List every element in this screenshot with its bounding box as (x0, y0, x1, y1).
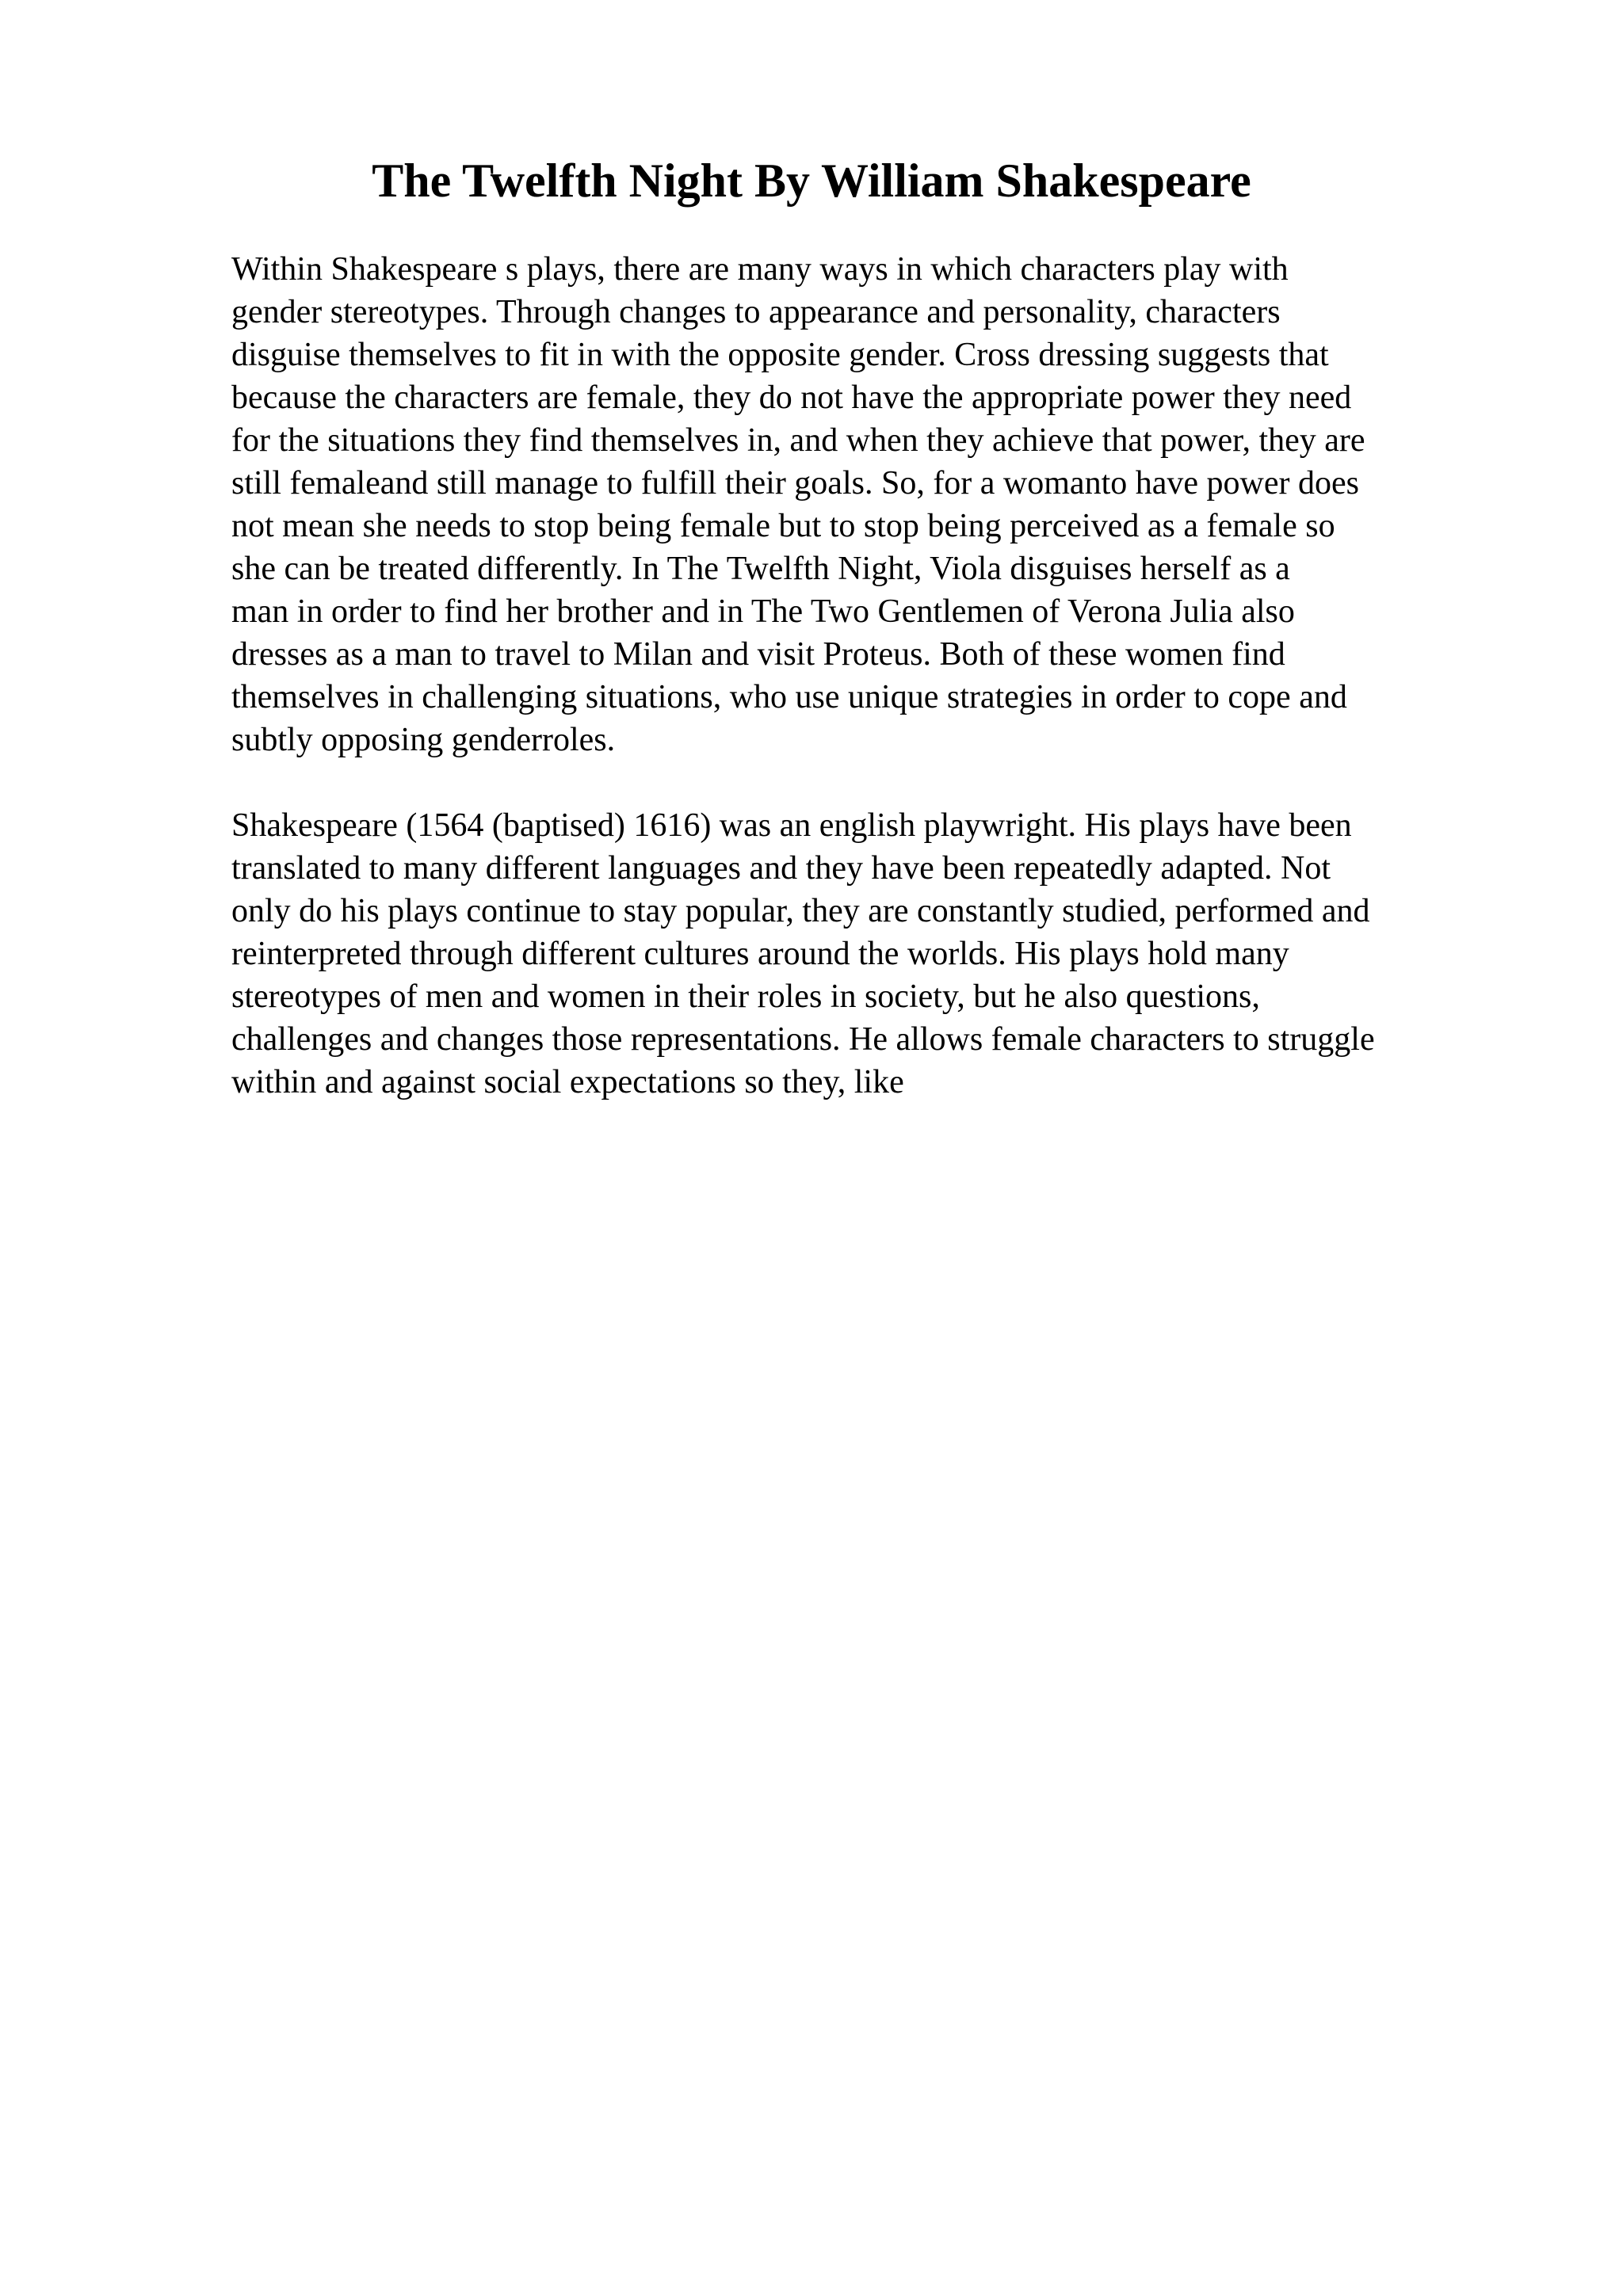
paragraph-2-line: only do his plays continue to stay popular, they are constantly studied, performed and (231, 893, 1370, 929)
paragraph-1-line: subtly opposing genderroles. (231, 722, 616, 758)
paragraph-1-line: Within Shakespeare s plays, there are many ways in which characters play with (231, 251, 1289, 288)
document-title: The Twelfth Night By William Shakespeare (372, 154, 1251, 207)
paragraph-1-line: man in order to find her brother and in The Two Gentlemen of Verona Julia also (231, 593, 1295, 630)
paragraph-1-line: she can be treated differently. In The Twelfth Night, Viola disguises herself as a (231, 551, 1290, 587)
paragraph-1 (231, 248, 1515, 761)
paragraph-1-line: because the characters are female, they do not have the appropriate power they need (231, 379, 1352, 416)
paragraph-1-line: gender stereotypes. Through changes to appearance and personality, characters (231, 294, 1281, 330)
paragraph-2-line: reinterpreted through different cultures around the worlds. His plays hold many (231, 936, 1289, 972)
paragraph-1-line: not mean she needs to stop being female but to stop being perceived as a female so (231, 508, 1335, 544)
paragraph-2-line: translated to many different languages and they have been repeatedly adapted. Not (231, 850, 1331, 887)
paragraph-2 (231, 804, 1515, 1104)
paragraph-2-line: stereotypes of men and women in their roles in society, but he also questions, (231, 978, 1260, 1015)
paragraph-1-line: dresses as a man to travel to Milan and visit Proteus. Both of these women find (231, 636, 1285, 673)
paragraph-1-line: still femaleand still manage to fulfill their goals. So, for a womanto have power does (231, 465, 1359, 502)
paragraph-1-line: themselves in challenging situations, who use unique strategies in order to cope and (231, 679, 1347, 715)
paragraph-2-line: challenges and changes those representations. He allows female characters to struggle (231, 1021, 1375, 1058)
paragraph-2-line: within and against social expectations so they, like (231, 1064, 904, 1100)
paragraph-1-line: for the situations they find themselves in, and when they achieve that power, they are (231, 422, 1365, 459)
paragraph-1-line: disguise themselves to fit in with the opposite gender. Cross dressing suggests that (231, 337, 1329, 373)
paragraph-2-line: Shakespeare (1564 (baptised) 1616) was an english playwright. His plays have been (231, 807, 1352, 844)
